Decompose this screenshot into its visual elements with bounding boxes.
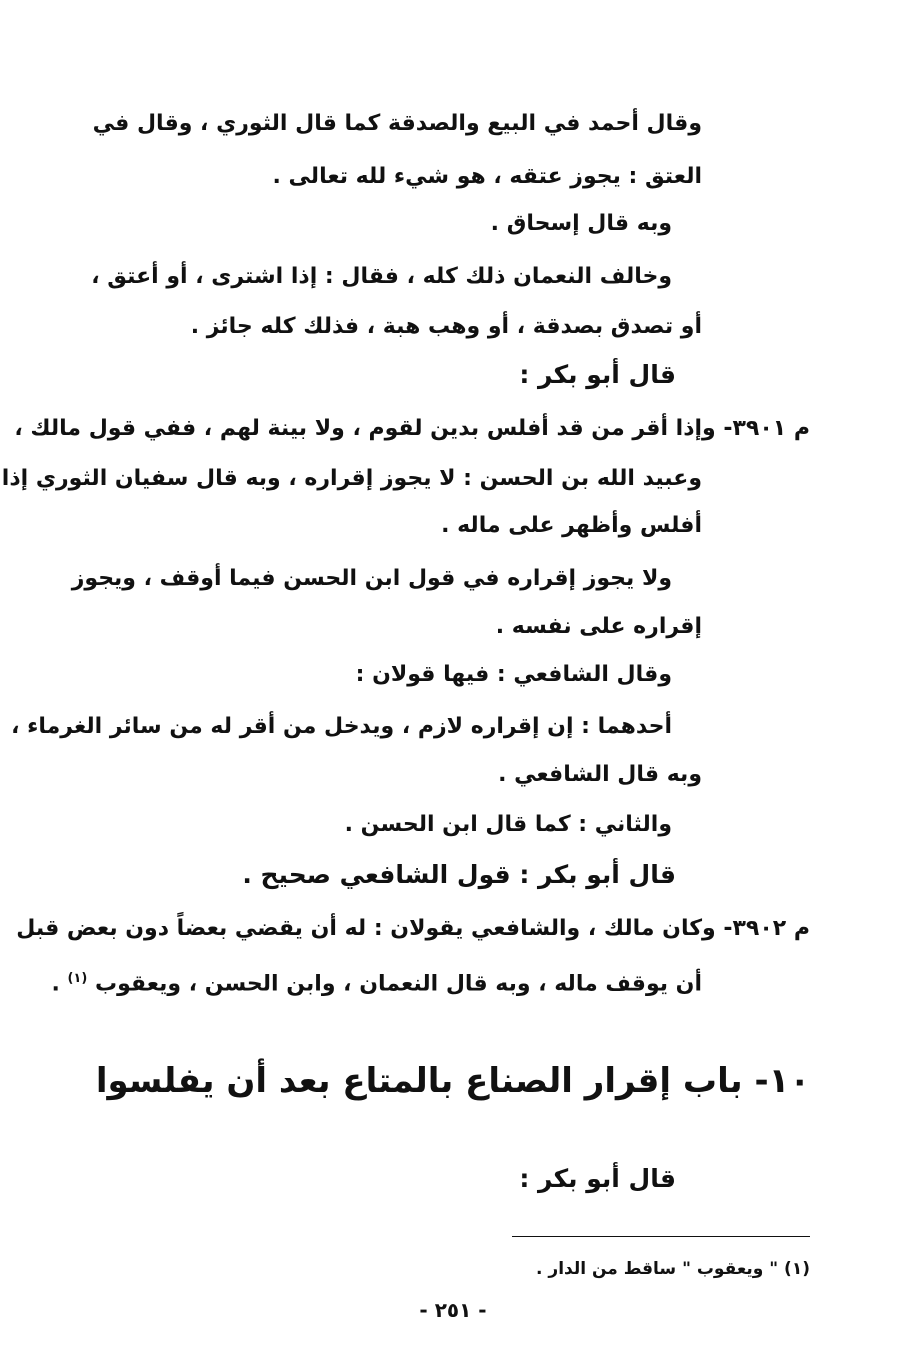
text-line: وبه قال الشافعي .: [498, 762, 702, 787]
footnote-marker: (١): [67, 971, 88, 986]
text-line: والثاني : كما قال ابن الحسن .: [344, 812, 672, 837]
text-line: ولا يجوز إقراره في قول ابن الحسن فيما أوقف ، ويجوز: [71, 566, 672, 591]
text-line: أفلس وأظهر على ماله .: [441, 513, 702, 538]
section-heading: قال أبو بكر :: [519, 1164, 676, 1193]
text-line: وعبيد الله بن الحسن : لا يجوز إقراره ، وبه قال سفيان الثوري إذا: [1, 466, 702, 491]
section-heading: قال أبو بكر :: [519, 360, 676, 389]
text-line: وقال أحمد في البيع والصدقة كما قال الثوري ، وقال في: [92, 111, 702, 136]
text-line: [51, 964, 702, 999]
text-line: إقراره على نفسه .: [495, 614, 702, 639]
text-line: أحدهما : إن إقراره لازم ، ويدخل من أقر له من سائر الغرماء ،: [11, 714, 672, 739]
footnote-divider: [512, 1236, 810, 1237]
text-line-content: أن يوقف ماله ، وبه قال النعمان ، وابن الحسن ، ويعقوب: [94, 971, 702, 997]
text-line: وخالف النعمان ذلك كله ، فقال : إذا اشترى ، أو أعتق ،: [91, 264, 672, 289]
text-line: م ٣٩٠١- وإذا أقر من قد أفلس بدين لقوم ، ولا بينة لهم ، ففي قول مالك ،: [14, 416, 810, 441]
text-line-end: .: [51, 971, 60, 997]
section-heading: قال أبو بكر : قول الشافعي صحيح .: [242, 860, 676, 889]
text-line: وبه قال إسحاق .: [490, 211, 672, 236]
text-line: أو تصدق بصدقة ، أو وهب هبة ، فذلك كله جائز .: [190, 314, 702, 339]
page-number: - ٢٥١ -: [419, 1298, 487, 1322]
text-line: العتق : يجوز عتقه ، هو شيء لله تعالى .: [272, 164, 702, 189]
footnote: (١) " ويعقوب " ساقط من الدار .: [536, 1259, 810, 1279]
chapter-title: ١٠- باب إقرار الصناع بالمتاع بعد أن يفلسوا: [95, 1061, 811, 1101]
text-line: م ٣٩٠٢- وكان مالك ، والشافعي يقولان : له أن يقضي بعضاً دون بعض قبل: [16, 916, 810, 941]
text-line: وقال الشافعي : فيها قولان :: [355, 662, 672, 687]
